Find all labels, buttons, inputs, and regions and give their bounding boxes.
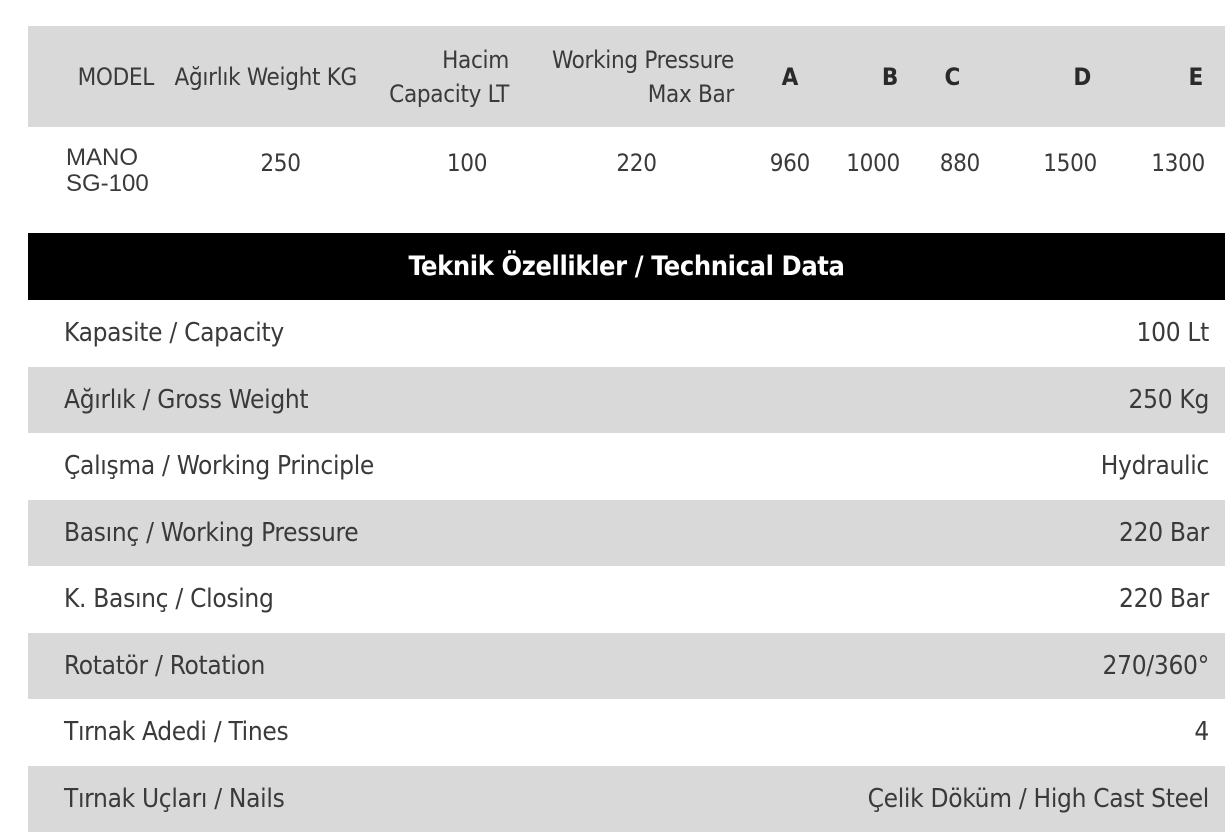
model-name-line2: SG-100 xyxy=(66,170,149,197)
tech-label: Tırnak Adedi / Tines xyxy=(64,717,289,748)
tech-value: Çelik Döküm / High Cast Steel xyxy=(867,783,1209,814)
tech-row-rotation xyxy=(28,633,1225,700)
header-d: D xyxy=(990,26,1101,127)
model-table-header-row xyxy=(28,26,1225,127)
tech-value: 220 Bar xyxy=(1119,584,1209,615)
tech-row-principle xyxy=(28,433,1225,500)
header-e: E xyxy=(1101,26,1225,127)
tech-value: 4 xyxy=(1194,717,1209,748)
model-table-row xyxy=(28,127,1225,221)
tech-value: 220 Bar xyxy=(1119,517,1209,548)
header-c: C xyxy=(906,26,990,127)
header-weight: Ağırlık Weight KG xyxy=(156,26,365,127)
tech-row-nails xyxy=(28,766,1225,833)
spec-sheet xyxy=(28,26,1225,832)
cell-d: 1500 xyxy=(1043,149,1097,177)
cell-weight: 250 xyxy=(260,149,301,177)
tech-label: K. Basınç / Closing xyxy=(64,584,274,615)
tech-label: Basınç / Working Pressure xyxy=(64,517,359,548)
header-volume-line2: Capacity LT xyxy=(389,79,509,108)
tech-label: Kapasite / Capacity xyxy=(64,318,284,349)
tech-row-tines xyxy=(28,699,1225,766)
model-name-line1: MANO xyxy=(66,144,138,171)
tech-value: 100 Lt xyxy=(1136,318,1209,349)
cell-volume: 100 xyxy=(446,149,488,177)
tech-row-capacity xyxy=(28,300,1225,367)
tech-row-pressure xyxy=(28,500,1225,567)
cell-c: 880 xyxy=(939,149,980,177)
tech-label: Rotatör / Rotation xyxy=(64,650,266,681)
tech-data-list xyxy=(28,300,1225,832)
tech-label: Tırnak Uçları / Nails xyxy=(64,783,285,814)
tech-row-closing xyxy=(28,566,1225,633)
tech-row-weight xyxy=(28,367,1225,434)
tech-label: Çalışma / Working Principle xyxy=(64,451,374,482)
header-pressure-line1: Working Pressure xyxy=(551,45,734,74)
cell-pressure: 220 xyxy=(616,149,657,177)
header-model: MODEL xyxy=(28,26,156,127)
tech-value: 250 Kg xyxy=(1128,384,1209,415)
cell-model xyxy=(28,127,156,221)
tech-label: Ağırlık / Gross Weight xyxy=(64,384,309,415)
cell-a: 960 xyxy=(769,149,810,177)
model-table xyxy=(28,26,1225,221)
tech-value: Hydraulic xyxy=(1100,451,1209,482)
cell-e: 1300 xyxy=(1151,149,1205,177)
header-volume-line1: Hacim xyxy=(442,45,509,74)
header-pressure-line2: Max Bar xyxy=(647,79,734,108)
tech-data-title: Teknik Özellikler / Technical Data xyxy=(28,233,1225,300)
header-b: B xyxy=(812,26,906,127)
tech-value: 270/360° xyxy=(1102,650,1209,681)
cell-b: 1000 xyxy=(846,149,900,177)
header-pressure xyxy=(509,26,734,127)
header-volume xyxy=(365,26,509,127)
header-a: A xyxy=(734,26,812,127)
